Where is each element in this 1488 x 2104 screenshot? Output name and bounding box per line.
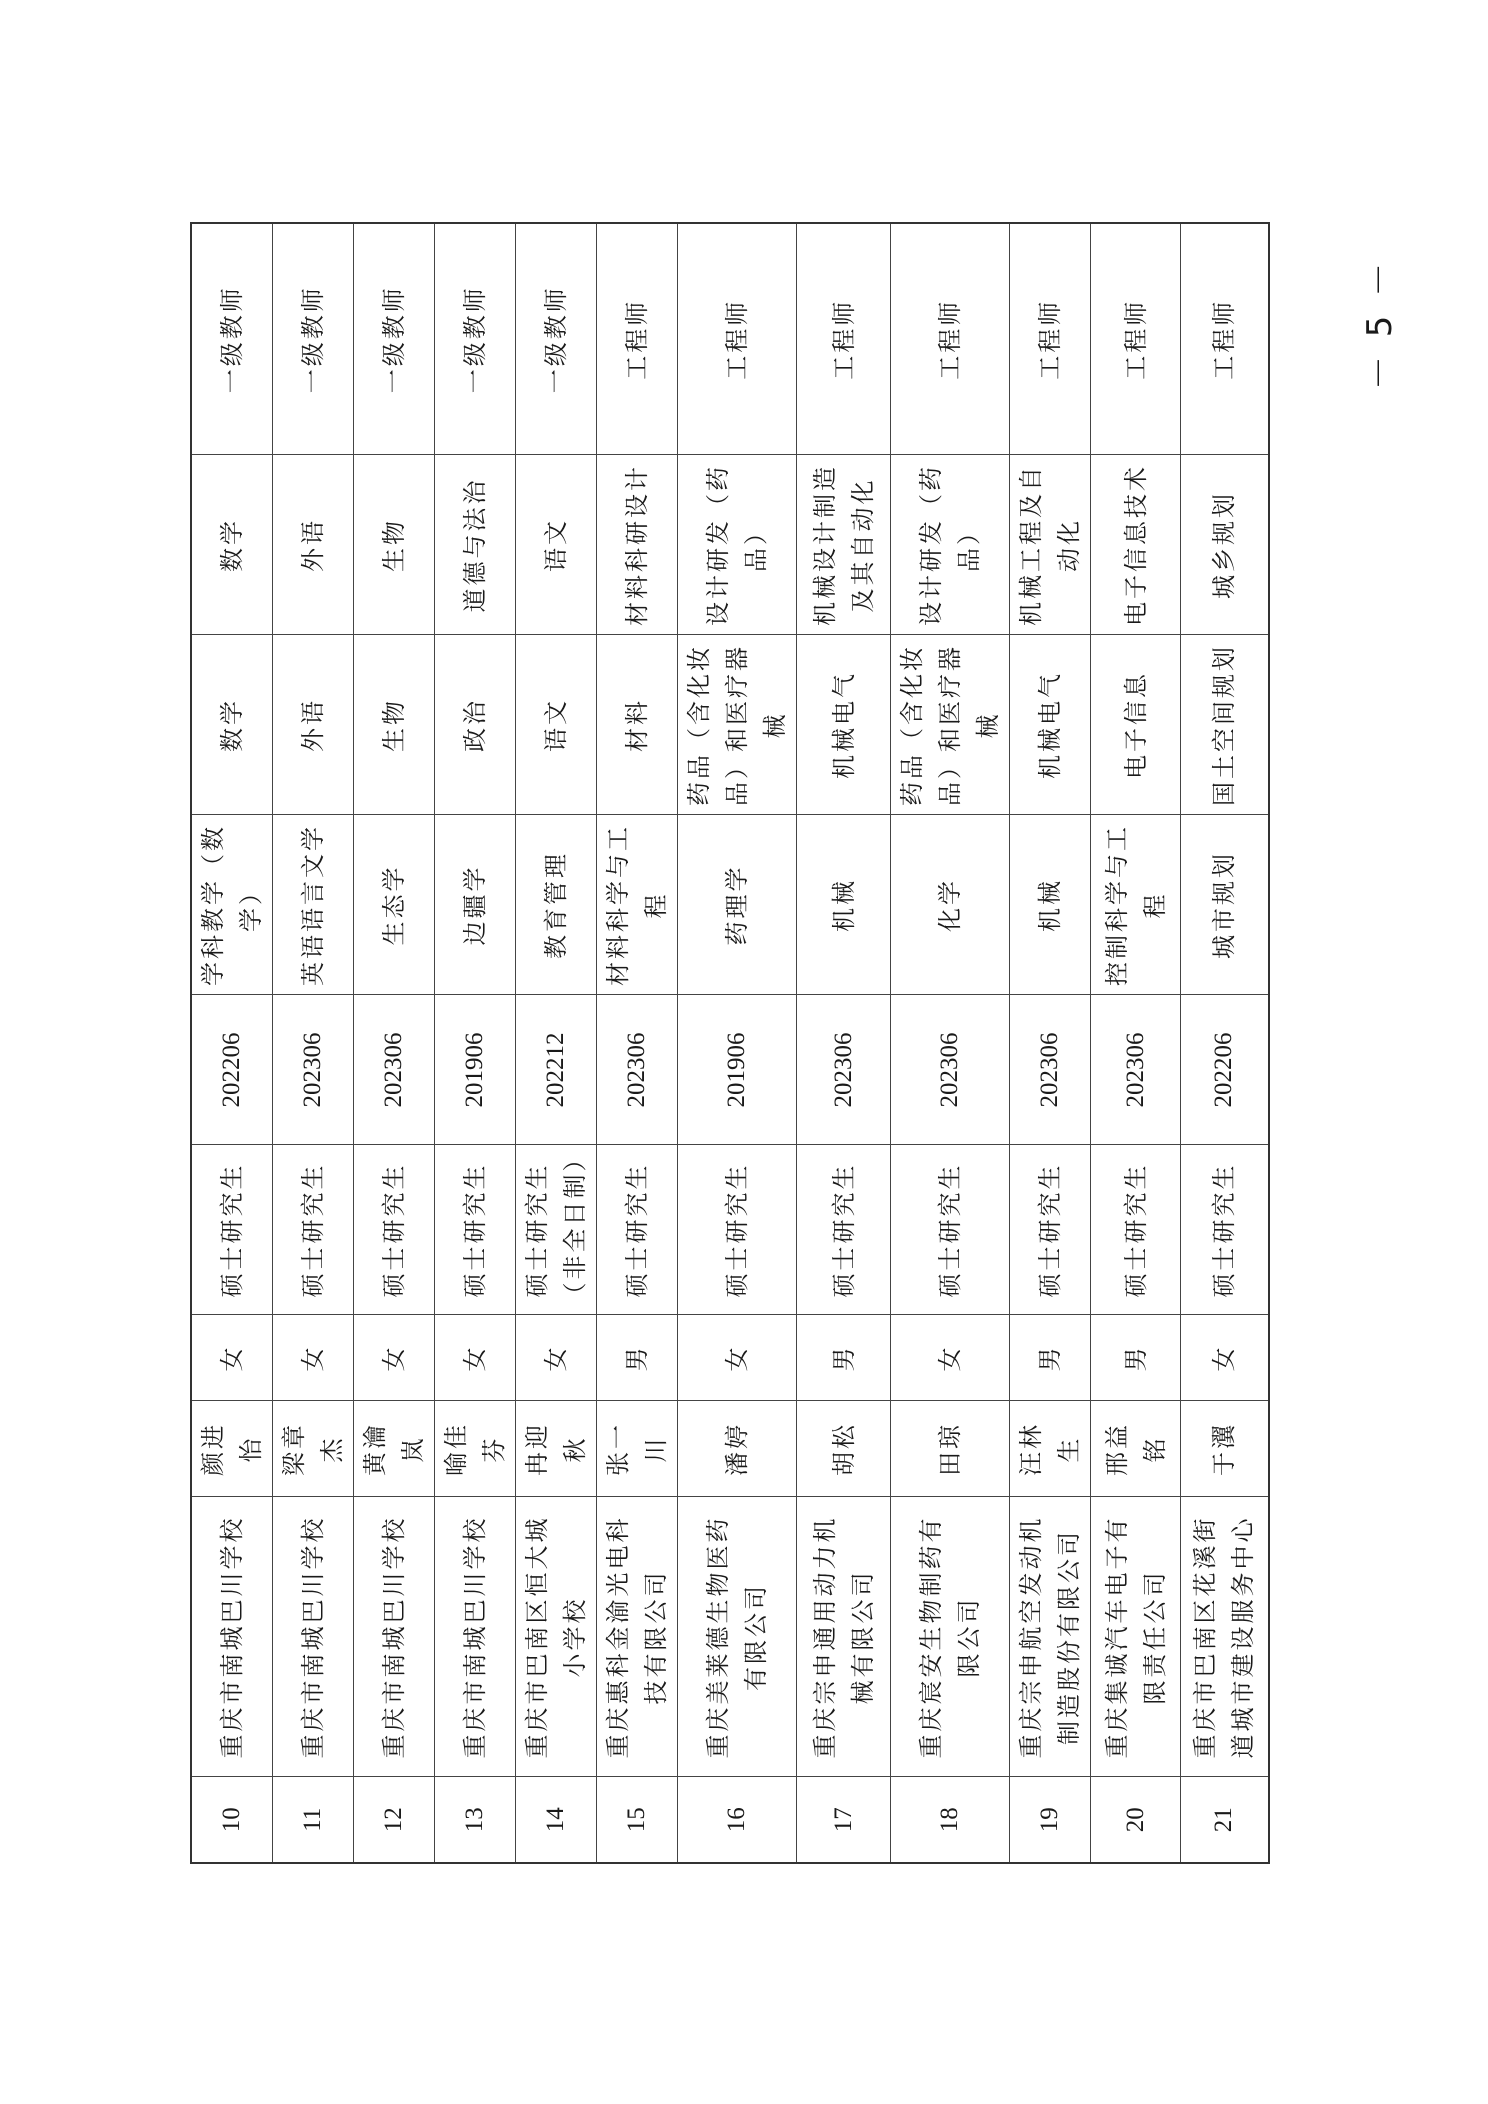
cell-major: 生态学 xyxy=(354,815,435,995)
cell-graduation-date: 202306 xyxy=(597,995,678,1145)
cell-job: 机械设计制造及其自动化 xyxy=(797,455,891,635)
cell-job: 电子信息技术 xyxy=(1091,455,1181,635)
cell-gender: 男 xyxy=(797,1315,891,1401)
cell-major: 机械 xyxy=(797,815,891,995)
cell-category: 政治 xyxy=(435,635,516,815)
cell-gender: 女 xyxy=(678,1315,797,1401)
cell-unit: 重庆宸安生物制药有限公司 xyxy=(891,1497,1010,1777)
cell-name: 喻佳芬 xyxy=(435,1401,516,1497)
cell-major: 英语语言文学 xyxy=(273,815,354,995)
cell-index: 18 xyxy=(891,1777,1010,1863)
cell-job: 材料科研设计 xyxy=(597,455,678,635)
cell-category: 机械电气 xyxy=(797,635,891,815)
table-body xyxy=(191,223,1269,1863)
cell-gender: 女 xyxy=(516,1315,597,1401)
cell-job: 城乡规划 xyxy=(1181,455,1269,635)
cell-gender: 女 xyxy=(354,1315,435,1401)
cell-major: 边疆学 xyxy=(435,815,516,995)
cell-education: 硕士研究生 xyxy=(597,1145,678,1315)
cell-education: 硕士研究生 xyxy=(1091,1145,1181,1315)
table-row xyxy=(273,223,354,1863)
cell-unit: 重庆宗申航空发动机制造股份有限公司 xyxy=(1010,1497,1091,1777)
cell-job: 设计研发（药品） xyxy=(891,455,1010,635)
cell-gender: 男 xyxy=(1010,1315,1091,1401)
cell-title: 工程师 xyxy=(597,223,678,455)
cell-category: 外语 xyxy=(273,635,354,815)
cell-major: 学科教学（数学） xyxy=(191,815,273,995)
cell-education: 硕士研究生 xyxy=(1181,1145,1269,1315)
cell-category: 药品（含化妆品）和医疗器械 xyxy=(678,635,797,815)
cell-job: 生物 xyxy=(354,455,435,635)
cell-category: 药品（含化妆品）和医疗器械 xyxy=(891,635,1010,815)
cell-index: 10 xyxy=(191,1777,273,1863)
cell-name: 黄瀹岚 xyxy=(354,1401,435,1497)
cell-job: 语文 xyxy=(516,455,597,635)
table-container xyxy=(190,224,1258,1864)
cell-graduation-date: 202306 xyxy=(891,995,1010,1145)
table-row xyxy=(678,223,797,1863)
cell-job: 设计研发（药品） xyxy=(678,455,797,635)
cell-unit: 重庆市南城巴川学校 xyxy=(273,1497,354,1777)
cell-name: 梁章杰 xyxy=(273,1401,354,1497)
cell-graduation-date: 202306 xyxy=(797,995,891,1145)
cell-unit: 重庆市南城巴川学校 xyxy=(435,1497,516,1777)
cell-category: 数学 xyxy=(191,635,273,815)
table-row xyxy=(516,223,597,1863)
cell-unit: 重庆集诚汽车电子有限责任公司 xyxy=(1091,1497,1181,1777)
table-row xyxy=(435,223,516,1863)
cell-index: 17 xyxy=(797,1777,891,1863)
cell-gender: 男 xyxy=(1091,1315,1181,1401)
cell-gender: 女 xyxy=(1181,1315,1269,1401)
table-row xyxy=(1010,223,1091,1863)
cell-job: 道德与法治 xyxy=(435,455,516,635)
cell-unit: 重庆市巴南区恒大城小学校 xyxy=(516,1497,597,1777)
cell-category: 电子信息 xyxy=(1091,635,1181,815)
cell-gender: 女 xyxy=(891,1315,1010,1401)
cell-education: 硕士研究生 xyxy=(191,1145,273,1315)
cell-category: 国土空间规划 xyxy=(1181,635,1269,815)
cell-index: 14 xyxy=(516,1777,597,1863)
cell-index: 12 xyxy=(354,1777,435,1863)
cell-major: 城市规划 xyxy=(1181,815,1269,995)
cell-title: 工程师 xyxy=(1181,223,1269,455)
cell-graduation-date: 202306 xyxy=(1091,995,1181,1145)
cell-education: 硕士研究生 xyxy=(797,1145,891,1315)
table-row xyxy=(1181,223,1269,1863)
cell-graduation-date: 201906 xyxy=(435,995,516,1145)
table-row xyxy=(191,223,273,1863)
cell-major: 机械 xyxy=(1010,815,1091,995)
cell-job: 外语 xyxy=(273,455,354,635)
table-row xyxy=(1091,223,1181,1863)
cell-education: 硕士研究生 xyxy=(273,1145,354,1315)
cell-unit: 重庆宗申通用动力机械有限公司 xyxy=(797,1497,891,1777)
table-row xyxy=(354,223,435,1863)
cell-title: 一级教师 xyxy=(191,223,273,455)
cell-unit: 重庆市南城巴川学校 xyxy=(354,1497,435,1777)
cell-education: 硕士研究生 xyxy=(891,1145,1010,1315)
cell-major: 材料科学与工程 xyxy=(597,815,678,995)
cell-title: 一级教师 xyxy=(354,223,435,455)
cell-name: 冉迎秋 xyxy=(516,1401,597,1497)
cell-unit: 重庆市南城巴川学校 xyxy=(191,1497,273,1777)
cell-category: 机械电气 xyxy=(1010,635,1091,815)
cell-name: 颜进怡 xyxy=(191,1401,273,1497)
cell-major: 教育管理 xyxy=(516,815,597,995)
cell-name: 张一川 xyxy=(597,1401,678,1497)
page-number: － 5 － xyxy=(1360,258,1400,390)
cell-graduation-date: 202306 xyxy=(1010,995,1091,1145)
cell-title: 工程师 xyxy=(678,223,797,455)
cell-gender: 女 xyxy=(191,1315,273,1401)
cell-index: 16 xyxy=(678,1777,797,1863)
cell-category: 生物 xyxy=(354,635,435,815)
table-row xyxy=(797,223,891,1863)
cell-title: 一级教师 xyxy=(435,223,516,455)
cell-graduation-date: 201906 xyxy=(678,995,797,1145)
personnel-table xyxy=(190,222,1270,1864)
cell-index: 19 xyxy=(1010,1777,1091,1863)
cell-title: 一级教师 xyxy=(516,223,597,455)
cell-education: 硕士研究生 xyxy=(354,1145,435,1315)
cell-education: 硕士研究生 xyxy=(435,1145,516,1315)
cell-gender: 女 xyxy=(435,1315,516,1401)
cell-major: 控制科学与工程 xyxy=(1091,815,1181,995)
cell-title: 工程师 xyxy=(891,223,1010,455)
cell-major: 药理学 xyxy=(678,815,797,995)
cell-graduation-date: 202206 xyxy=(1181,995,1269,1145)
cell-education: 硕士研究生 xyxy=(1010,1145,1091,1315)
cell-gender: 女 xyxy=(273,1315,354,1401)
cell-name: 田琼 xyxy=(891,1401,1010,1497)
cell-name: 于瀷 xyxy=(1181,1401,1269,1497)
cell-title: 工程师 xyxy=(1091,223,1181,455)
table-row xyxy=(597,223,678,1863)
cell-index: 13 xyxy=(435,1777,516,1863)
cell-graduation-date: 202306 xyxy=(273,995,354,1145)
cell-unit: 重庆美莱德生物医药有限公司 xyxy=(678,1497,797,1777)
cell-unit: 重庆惠科金渝光电科技有限公司 xyxy=(597,1497,678,1777)
cell-gender: 男 xyxy=(597,1315,678,1401)
cell-graduation-date: 202206 xyxy=(191,995,273,1145)
cell-education: 硕士研究生（非全日制） xyxy=(516,1145,597,1315)
cell-unit: 重庆市巴南区花溪街道城市建设服务中心 xyxy=(1181,1497,1269,1777)
cell-major: 化学 xyxy=(891,815,1010,995)
cell-category: 语文 xyxy=(516,635,597,815)
cell-graduation-date: 202212 xyxy=(516,995,597,1145)
cell-index: 11 xyxy=(273,1777,354,1863)
cell-title: 工程师 xyxy=(797,223,891,455)
cell-name: 汪林生 xyxy=(1010,1401,1091,1497)
cell-name: 邢益铭 xyxy=(1091,1401,1181,1497)
cell-name: 潘婷 xyxy=(678,1401,797,1497)
cell-job: 机械工程及自动化 xyxy=(1010,455,1091,635)
cell-education: 硕士研究生 xyxy=(678,1145,797,1315)
cell-category: 材料 xyxy=(597,635,678,815)
cell-job: 数学 xyxy=(191,455,273,635)
cell-title: 一级教师 xyxy=(273,223,354,455)
cell-name: 胡松 xyxy=(797,1401,891,1497)
cell-graduation-date: 202306 xyxy=(354,995,435,1145)
cell-title: 工程师 xyxy=(1010,223,1091,455)
cell-index: 15 xyxy=(597,1777,678,1863)
table-row xyxy=(891,223,1010,1863)
cell-index: 21 xyxy=(1181,1777,1269,1863)
cell-index: 20 xyxy=(1091,1777,1181,1863)
